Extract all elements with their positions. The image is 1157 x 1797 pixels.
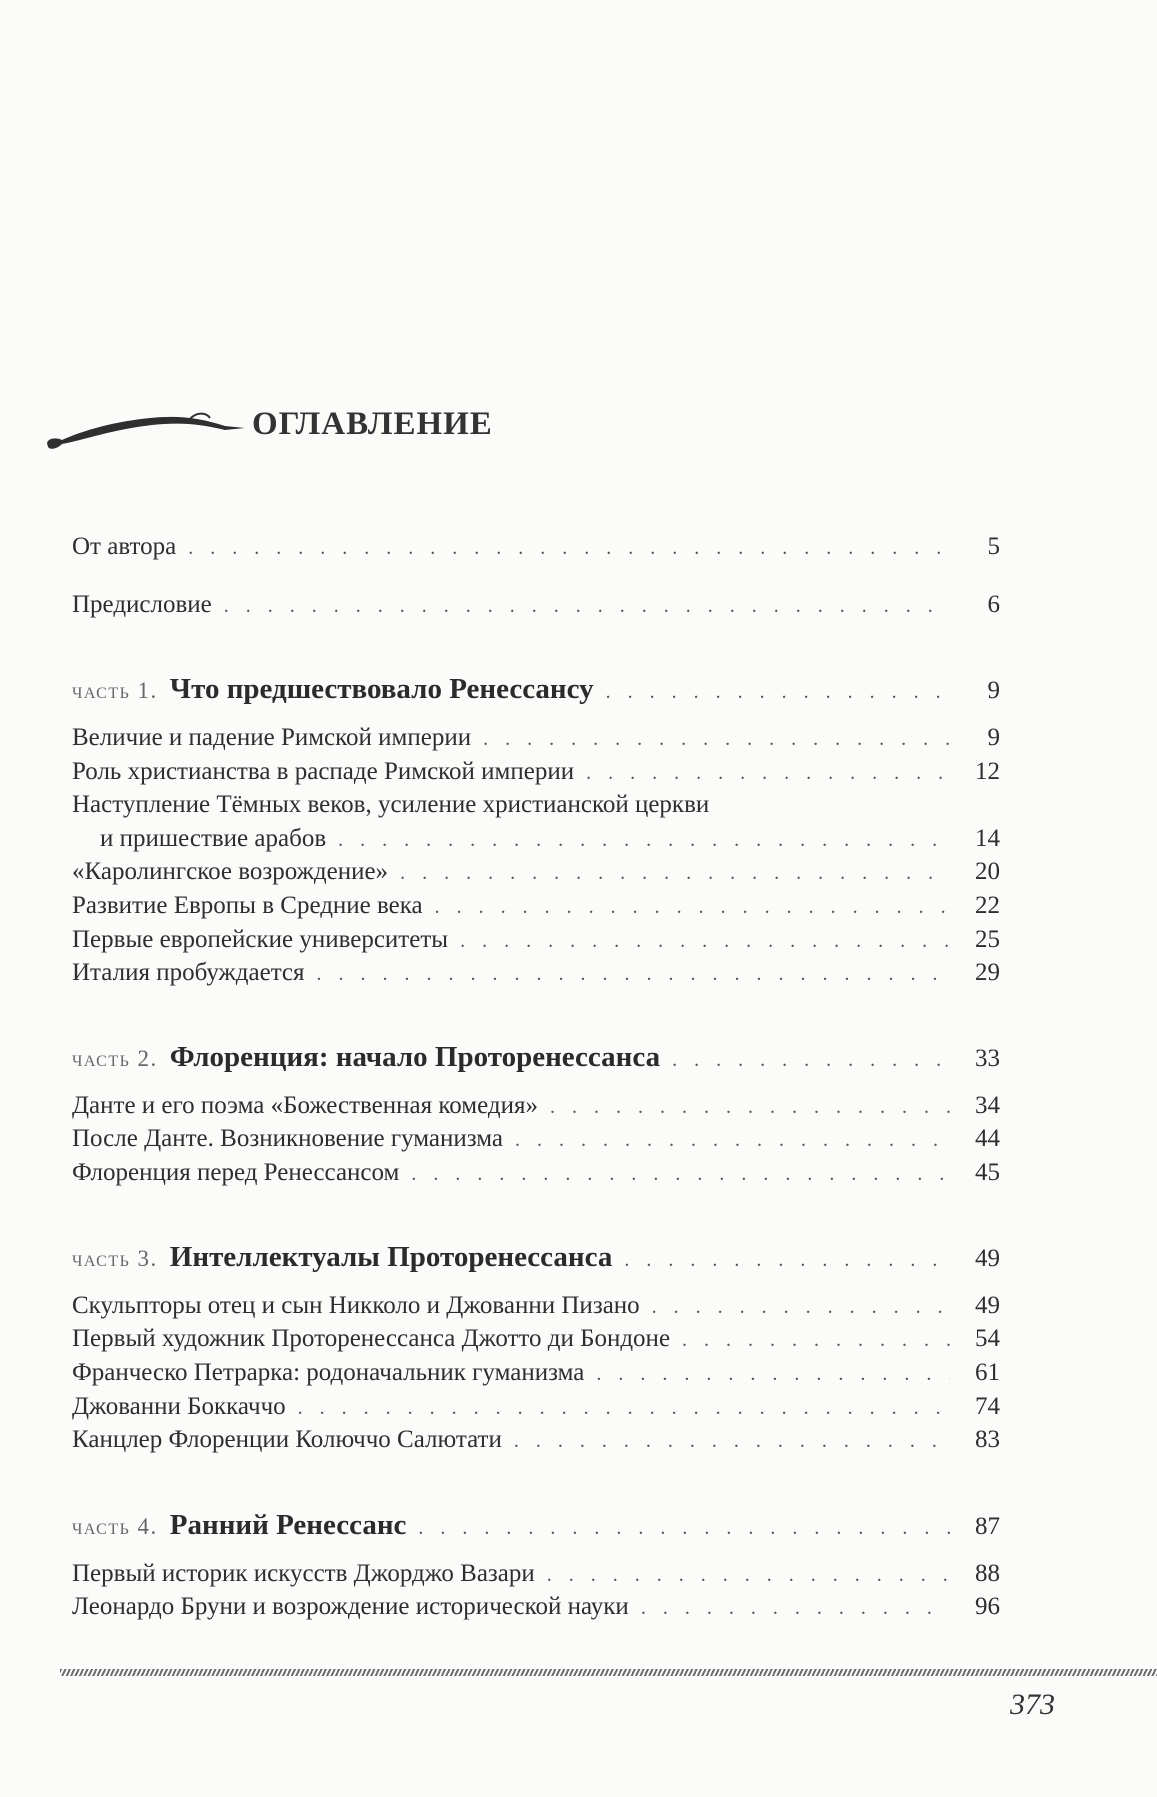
toc-entry-title: Роль христианства в распаде Римской империи [72, 758, 575, 785]
part-page: 9 [987, 677, 1000, 704]
dot-leader [418, 1508, 950, 1548]
dot-leader [460, 924, 950, 958]
toc-entry[interactable] [72, 1156, 1000, 1190]
part-label: часть 3. [72, 1246, 158, 1271]
toc-entry-title: Первый художник Проторенессанса Джотто ди Бондоне [72, 1325, 671, 1352]
part-label: часть 1. [72, 678, 158, 703]
footer-rule [60, 1669, 1157, 1676]
dot-leader [224, 589, 950, 623]
toc-entry[interactable] [72, 889, 1000, 923]
dot-leader [672, 1040, 950, 1080]
toc-entry-title: Величие и падение Римской империи [72, 724, 472, 751]
toc-entry-page: 45 [975, 1159, 1000, 1186]
toc-entry[interactable] [72, 1289, 1000, 1323]
toc-entry-page: 96 [975, 1593, 1000, 1620]
dot-leader [586, 756, 950, 790]
dot-leader [547, 1558, 950, 1592]
toc-entry[interactable] [72, 1557, 1000, 1591]
toc-entry[interactable] [72, 1122, 1000, 1156]
page-title: ОГЛАВЛЕНИЕ [252, 406, 493, 442]
toc-entry[interactable] [72, 1423, 1000, 1457]
dot-leader [682, 1323, 950, 1357]
toc-entry-page: 54 [975, 1325, 1000, 1352]
dot-leader [188, 531, 950, 565]
toc-entry[interactable] [72, 1590, 1000, 1624]
dot-leader [317, 957, 950, 991]
toc-entry-title: Флоренция перед Ренессансом [72, 1159, 400, 1186]
toc-entry-page: 61 [975, 1359, 1000, 1386]
toc-entry-title: После Данте. Возникновение гуманизма [72, 1125, 504, 1152]
toc-entry[interactable] [100, 822, 1000, 856]
toc-entry-page: 44 [975, 1125, 1000, 1152]
toc-entry[interactable] [72, 1390, 1000, 1424]
toc-part-heading[interactable] [72, 1237, 1000, 1277]
toc-entry-page: 9 [987, 724, 1000, 751]
toc-entry-title: Скульпторы отец и сын Никколо и Джованни Пизано [72, 1292, 640, 1319]
part-page: 49 [975, 1245, 1000, 1272]
dot-leader [514, 1424, 950, 1458]
part-title: Интеллектуалы Проторенессанса [169, 1241, 613, 1273]
toc-entry-page: 25 [975, 926, 1000, 953]
dot-leader [483, 722, 950, 756]
toc-entry-page: 74 [975, 1393, 1000, 1420]
dot-leader [596, 1357, 950, 1391]
toc-part-heading[interactable] [72, 669, 1000, 709]
dot-leader [652, 1290, 950, 1324]
flourish-ornament-icon [40, 406, 250, 456]
toc-entry-title: Предисловие [72, 591, 212, 618]
toc-entry[interactable] [72, 721, 1000, 755]
dot-leader [400, 856, 950, 890]
page-number: 373 [1010, 1688, 1055, 1721]
part-page: 87 [975, 1513, 1000, 1540]
dot-leader [624, 1240, 950, 1280]
part-label: часть 2. [72, 1046, 158, 1071]
toc-entry-title: «Каролингское возрождение» [72, 858, 389, 885]
toc-entry-title: Италия пробуждается [72, 959, 305, 986]
dot-leader [435, 890, 950, 924]
dot-leader [606, 672, 950, 712]
dot-leader [338, 823, 950, 857]
dot-leader [515, 1123, 950, 1157]
toc-entry[interactable] [72, 588, 1000, 622]
toc-entry-page: 83 [975, 1426, 1000, 1453]
toc-entry-page: 6 [987, 591, 1000, 618]
part-label: часть 4. [72, 1514, 158, 1539]
dot-leader [298, 1391, 950, 1425]
toc-entry-title: Франческо Петрарка: родоначальник гуманизма [72, 1359, 585, 1386]
toc-entry-title: Первый историк искусств Джорджо Вазари [72, 1560, 535, 1587]
part-title: Что предшествовало Ренессансу [169, 673, 594, 705]
toc-entry-page: 88 [975, 1560, 1000, 1587]
toc-heading [40, 398, 540, 458]
toc-entry-page: 20 [975, 858, 1000, 885]
toc-entry[interactable] [72, 1322, 1000, 1356]
toc-entry[interactable] [72, 855, 1000, 889]
toc-entry-page: 14 [975, 825, 1000, 852]
toc-entry-page: 12 [975, 758, 1000, 785]
toc-entry-title: Канцлер Флоренции Колюччо Салютати [72, 1426, 502, 1453]
toc-entry-title: Джованни Боккаччо [72, 1393, 286, 1420]
dot-leader [550, 1090, 950, 1124]
dot-leader [641, 1591, 950, 1625]
toc-entry-page: 5 [987, 533, 1000, 560]
toc-entry-page: 34 [975, 1092, 1000, 1119]
toc-entry-title-line1[interactable]: Наступление Тёмных веков, усиление христианской церкви [72, 791, 710, 818]
toc-entry-title: Первые европейские университеты [72, 926, 449, 953]
toc-entry[interactable] [72, 755, 1000, 789]
toc-entry-page: 29 [975, 959, 1000, 986]
toc-entry-title: Данте и его поэма «Божественная комедия» [72, 1092, 538, 1119]
toc-entry-title: и пришествие арабов [100, 825, 327, 852]
toc-entry-title: Леонардо Бруни и возрождение исторической науки [72, 1593, 629, 1620]
part-title: Флоренция: начало Проторенессанса [169, 1041, 661, 1073]
dot-leader [411, 1157, 950, 1191]
toc-part-heading[interactable] [72, 1037, 1000, 1077]
toc-entry[interactable] [72, 530, 1000, 564]
toc-entry[interactable] [72, 1089, 1000, 1123]
toc-entry[interactable] [72, 1356, 1000, 1390]
toc-entry-title: От автора [72, 533, 177, 560]
part-page: 33 [975, 1045, 1000, 1072]
toc-part-heading[interactable] [72, 1505, 1000, 1545]
toc-entry-title: Развитие Европы в Средние века [72, 892, 423, 919]
toc-entry-page: 22 [975, 892, 1000, 919]
part-title: Ранний Ренессанс [169, 1509, 407, 1541]
toc-entry-page: 49 [975, 1292, 1000, 1319]
toc-entry[interactable] [72, 923, 1000, 957]
toc-entry[interactable] [72, 956, 1000, 990]
